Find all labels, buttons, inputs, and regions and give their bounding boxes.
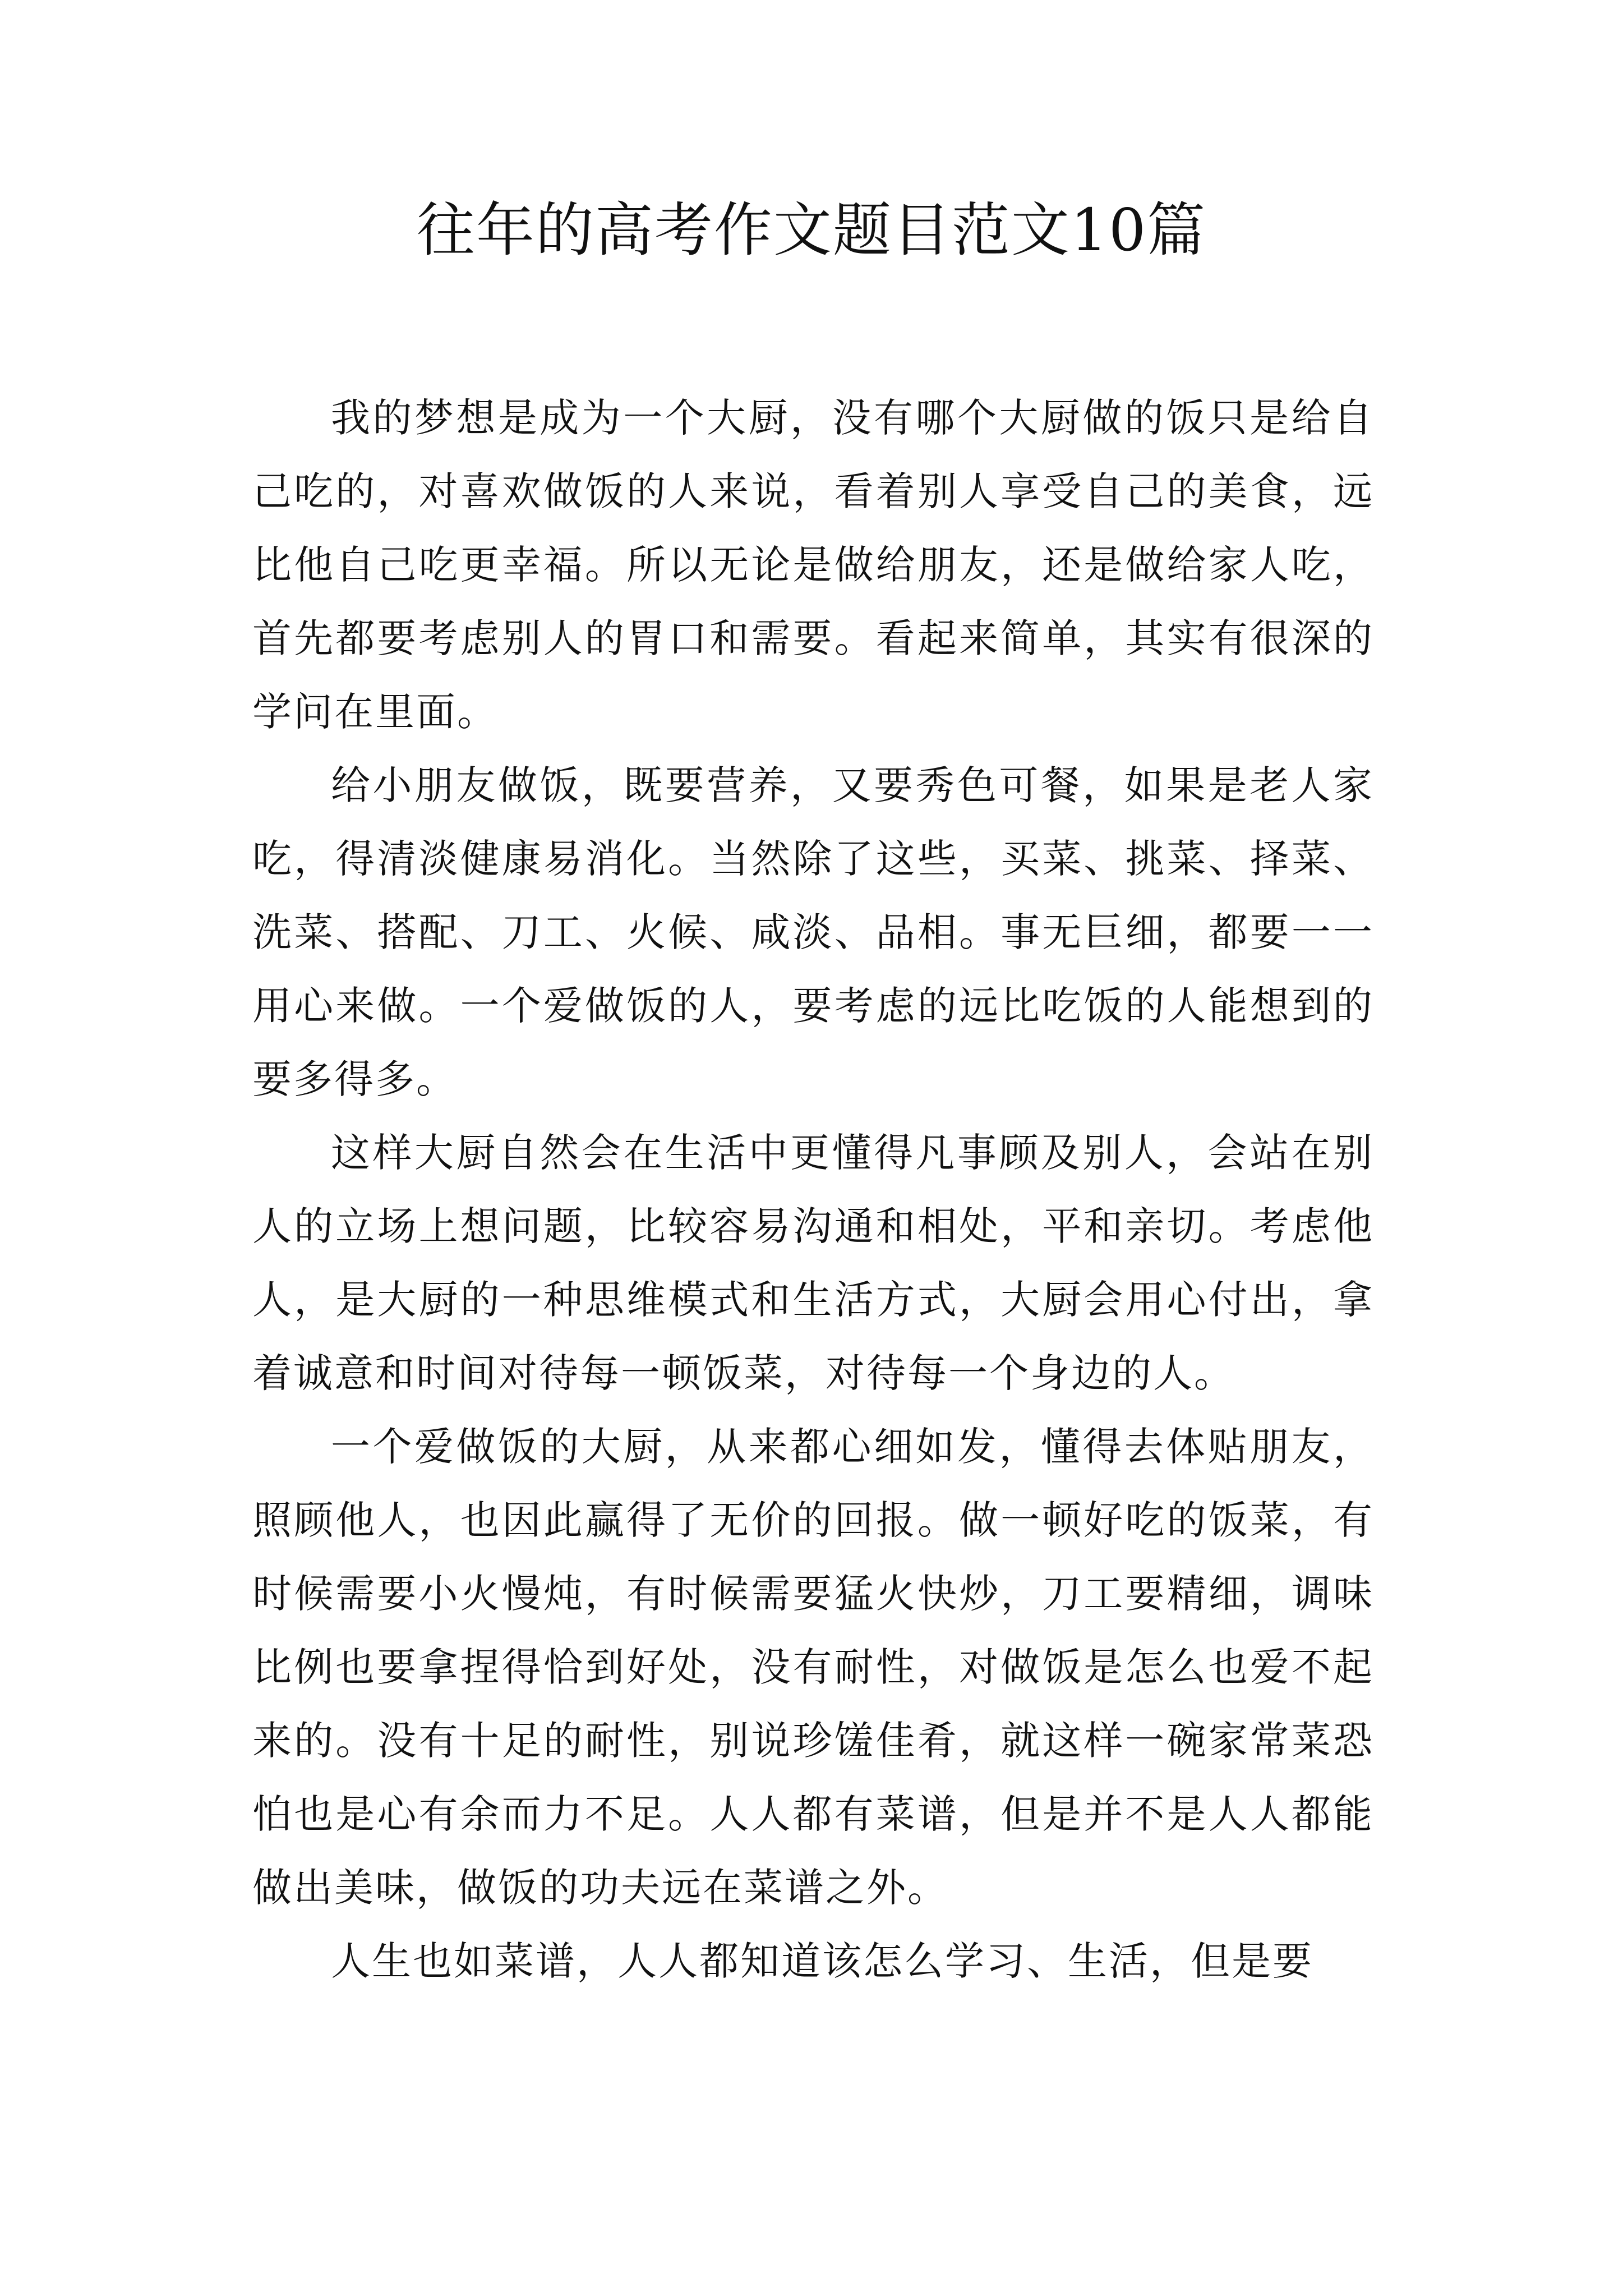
paragraph-3: 这样大厨自然会在生活中更懂得凡事顾及别人，会站在别人的立场上想问题，比较容易沟通和相处，平和亲切。考虑他人，是大厨的一种思维模式和生活方式，大厨会用心付出，拿着诚意和时间对待每一顿饭菜，对待每一个身边的人。: [252, 1130, 1374, 1396]
paragraph-1: 我的梦想是成为一个大厨，没有哪个大厨做的饭只是给自己吃的，对喜欢做饭的人来说，看着别人享受自己的美食，远比他自己吃更幸福。所以无论是做给朋友，还是做给家人吃，首先都要考虑别人的胃口和需要。看起来简单，其实有很深的学问在里面。: [252, 395, 1374, 735]
paragraph-5: 人生也如菜谱，人人都知道该怎么学习、生活，但是要: [331, 1938, 1313, 1984]
paragraph-2: 给小朋友做饭，既要营养，又要秀色可餐，如果是老人家吃，得清淡健康易消化。当然除了这些，买菜、挑菜、择菜、洗菜、搭配、刀工、火候、咸淡、品相。事无巨细，都要一一用心来做。一个爱做饭的人，要考虑的远比吃饭的人能想到的要多得多。: [252, 762, 1374, 1102]
paragraph-4: 一个爱做饭的大厨，从来都心细如发，懂得去体贴朋友，照顾他人，也因此赢得了无价的回报。做一顿好吃的饭菜，有时候需要小火慢炖，有时候需要猛火快炒，刀工要精细，调味比例也要拿捏得恰到好处，没有耐性，对做饭是怎么也爱不起来的。没有十足的耐性，别说珍馐佳肴，就这样一碗家常菜恐怕也是心有余而力不足。人人都有菜谱，但是并不是人人都能做出美味，做饭的功夫远在菜谱之外。: [252, 1424, 1374, 1911]
document-body: [252, 381, 1374, 1998]
document-title: 往年的高考作文题目范文10篇: [416, 196, 1207, 264]
